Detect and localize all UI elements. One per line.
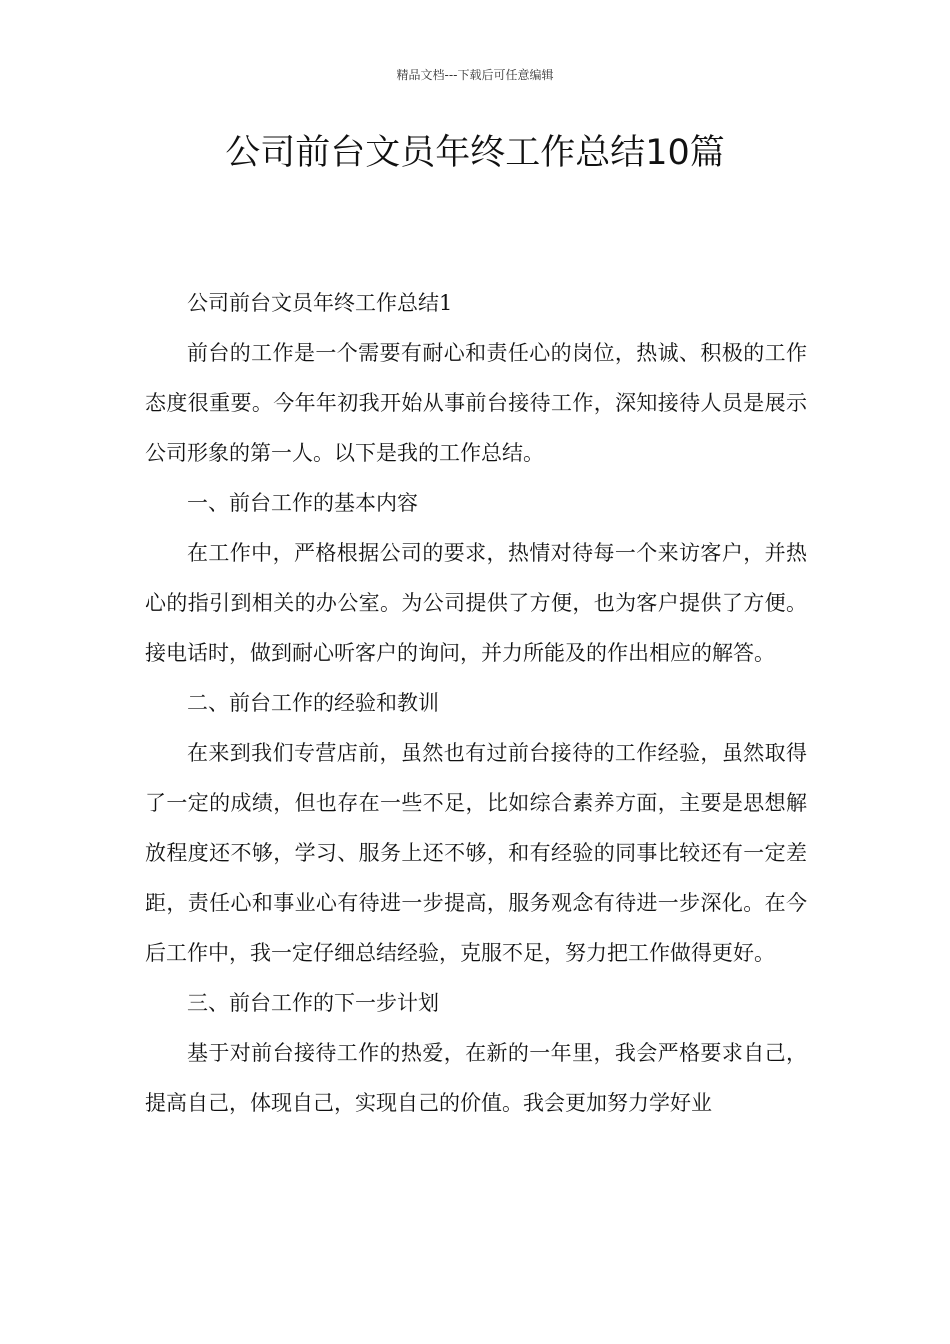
paragraph-basic-content: 在工作中，严格根据公司的要求，热情对待每一个来访客户，并热心的指引到相关的办公室。为公司提供了方便，也为客户提供了方便。接电话时，做到耐心听客户的询问，并力所能及的作出相应的解答。 [145, 541, 807, 665]
document-body [145, 278, 807, 1128]
header-note: 精品文档---下载后可任意编辑 [396, 68, 554, 82]
section-heading-next-plan: 三、前台工作的下一步计划 [187, 991, 439, 1015]
document-title: 公司前台文员年终工作总结10篇 [225, 133, 725, 173]
section-heading-summary-1: 公司前台文员年终工作总结1 [187, 291, 453, 315]
paragraph-intro: 前台的工作是一个需要有耐心和责任心的岗位，热诚、积极的工作态度很重要。今年年初我开始从事前台接待工作，深知接待人员是展示公司形象的第一人。以下是我的工作总结。 [145, 341, 807, 465]
paragraph-experience: 在来到我们专营店前，虽然也有过前台接待的工作经验，虽然取得了一定的成绩，但也存在一些不足，比如综合素养方面，主要是思想解放程度还不够，学习、服务上还不够，和有经验的同事比较还有一定差距，责任心和事业心有待进一步提高，服务观念有待进一步深化。在今后工作中，我一定仔细总结经验，克服不足，努力把工作做得更好。 [145, 741, 807, 965]
section-heading-basic-content: 一、前台工作的基本内容 [187, 491, 418, 515]
section-heading-experience: 二、前台工作的经验和教训 [187, 691, 439, 715]
paragraph-next-plan: 基于对前台接待工作的热爱，在新的一年里，我会严格要求自己，提高自己，体现自己，实现自己的价值。我会更加努力学好业 [145, 1041, 807, 1115]
